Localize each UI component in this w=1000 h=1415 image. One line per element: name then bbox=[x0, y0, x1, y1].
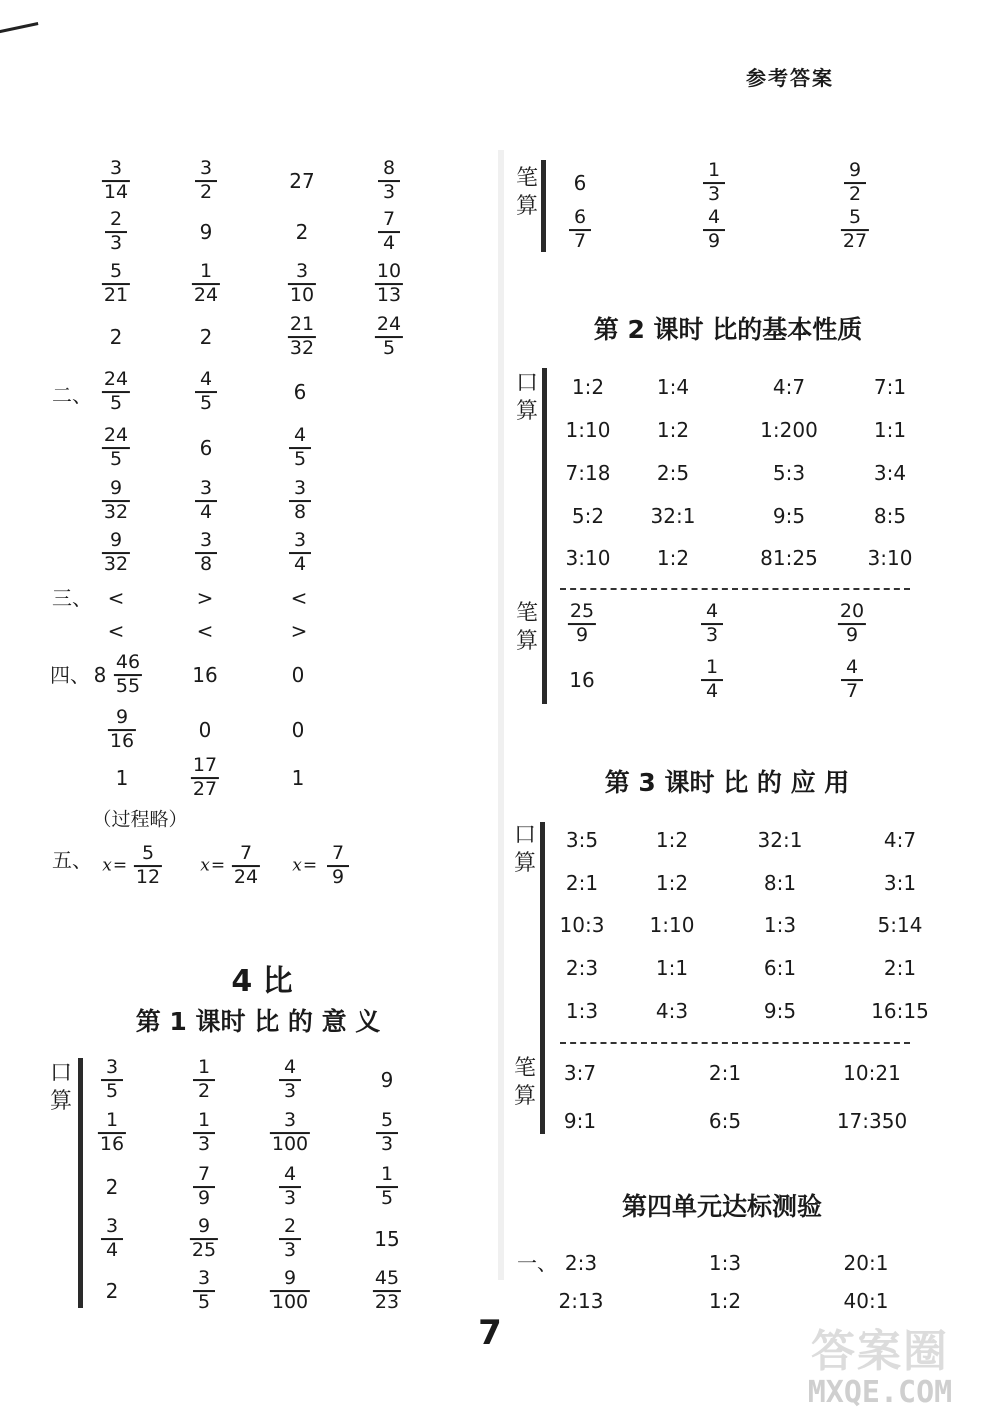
denominator: 5 bbox=[105, 1080, 119, 1102]
denominator: 2 bbox=[199, 181, 213, 203]
answer-value: 16 bbox=[192, 663, 218, 687]
fraction bbox=[270, 1269, 310, 1313]
section-4-label: 四、 bbox=[50, 663, 90, 687]
answer-value: 0 bbox=[198, 718, 212, 742]
answer-value: 2:5 bbox=[656, 461, 690, 485]
answer-value: 16:15 bbox=[871, 999, 929, 1023]
numerator: 5 bbox=[380, 1109, 394, 1132]
numerator: 24 bbox=[376, 313, 402, 336]
numerator: 7 bbox=[197, 1163, 211, 1186]
fraction bbox=[376, 1111, 398, 1155]
answer-value: 7:1 bbox=[873, 375, 907, 399]
numerator: 3 bbox=[199, 157, 213, 180]
fraction bbox=[378, 159, 400, 203]
denominator: 27 bbox=[192, 778, 218, 800]
unit-4-title: 4 比 bbox=[231, 964, 293, 999]
denominator: 9 bbox=[331, 866, 345, 888]
fraction bbox=[193, 1058, 215, 1102]
mixed-whole: 8 bbox=[93, 663, 107, 687]
numerator: 4 bbox=[845, 656, 859, 679]
variable-x: x bbox=[102, 855, 112, 876]
numerator: 9 bbox=[848, 159, 862, 182]
denominator: 24 bbox=[193, 284, 219, 306]
denominator: 3 bbox=[283, 1187, 297, 1209]
answer-value: 2:3 bbox=[565, 956, 599, 980]
fraction bbox=[195, 479, 217, 523]
fraction bbox=[288, 315, 316, 359]
answer-value: 3:4 bbox=[873, 461, 907, 485]
numerator: 9 bbox=[197, 1215, 211, 1238]
answer-value: 1:4 bbox=[656, 375, 690, 399]
answer-value: 81:25 bbox=[760, 546, 818, 570]
numerator: 6 bbox=[573, 206, 587, 229]
fraction bbox=[232, 844, 260, 888]
denominator: 10 bbox=[289, 284, 315, 306]
lesson-2-divider bbox=[560, 588, 910, 590]
fraction bbox=[191, 756, 219, 800]
numerator: 1 bbox=[380, 1163, 394, 1186]
numerator: 5 bbox=[848, 206, 862, 229]
answer-value: 15 bbox=[374, 1227, 400, 1251]
lesson-3-title: 第 3 课时 比 的 应 用 bbox=[604, 768, 850, 797]
lesson-3-written-label: 笔 算 bbox=[513, 1056, 536, 1109]
fraction bbox=[373, 1269, 401, 1313]
numerator: 3 bbox=[283, 1109, 297, 1132]
lesson-2-written-label: 笔 算 bbox=[515, 601, 538, 654]
denominator: 7 bbox=[845, 680, 859, 702]
equals-sign: = bbox=[112, 855, 128, 876]
denominator: 3 bbox=[109, 232, 123, 254]
answer-value: 2 bbox=[295, 220, 309, 244]
fraction bbox=[703, 161, 725, 205]
fraction bbox=[279, 1058, 301, 1102]
numerator: 1 bbox=[105, 1109, 119, 1132]
denominator: 3 bbox=[283, 1239, 297, 1261]
answer-value: 6 bbox=[293, 380, 307, 404]
fraction bbox=[102, 531, 130, 575]
answer-value: 1:3 bbox=[708, 1251, 742, 1275]
numerator: 1 bbox=[197, 1056, 211, 1079]
scan-streak bbox=[498, 150, 504, 1280]
denominator: 4 bbox=[199, 501, 213, 523]
denominator: 100 bbox=[271, 1291, 309, 1313]
numerator: 3 bbox=[295, 260, 309, 283]
top-written-label: 笔 算 bbox=[515, 166, 538, 219]
fraction bbox=[289, 479, 311, 523]
corner-mark bbox=[0, 22, 41, 47]
fraction bbox=[102, 370, 130, 414]
answer-value: 9 bbox=[380, 1068, 394, 1092]
answer-value: 5:2 bbox=[571, 504, 605, 528]
numerator: 20 bbox=[839, 600, 865, 623]
numerator: 3 bbox=[105, 1215, 119, 1238]
answer-value: 9:1 bbox=[563, 1109, 597, 1133]
fraction bbox=[193, 1111, 215, 1155]
denominator: 3 bbox=[382, 181, 396, 203]
answer-value: 1:3 bbox=[565, 999, 599, 1023]
fraction bbox=[102, 426, 130, 470]
numerator: 7 bbox=[331, 842, 345, 865]
answer-value: 2 bbox=[105, 1175, 119, 1199]
fraction bbox=[701, 658, 723, 702]
fraction bbox=[841, 208, 869, 252]
numerator: 4 bbox=[705, 600, 719, 623]
top-written-bar bbox=[541, 160, 546, 252]
denominator: 2 bbox=[197, 1080, 211, 1102]
numerator: 4 bbox=[283, 1163, 297, 1186]
denominator: 9 bbox=[575, 624, 589, 646]
answer-value: 1:10 bbox=[565, 418, 611, 442]
numerator: 9 bbox=[283, 1267, 297, 1290]
answer-value: 2 bbox=[199, 325, 213, 349]
answer-value: 1:2 bbox=[656, 546, 690, 570]
fraction bbox=[98, 1111, 126, 1155]
numerator: 1 bbox=[705, 656, 719, 679]
denominator: 16 bbox=[109, 730, 135, 752]
numerator: 21 bbox=[289, 313, 315, 336]
numerator: 8 bbox=[382, 157, 396, 180]
numerator: 7 bbox=[239, 842, 253, 865]
denominator: 32 bbox=[289, 337, 315, 359]
answer-value: 2 bbox=[109, 325, 123, 349]
answer-value: 1 bbox=[291, 766, 305, 790]
answer-value: 9:5 bbox=[772, 504, 806, 528]
answer-value: 1:2 bbox=[656, 418, 690, 442]
numerator: 9 bbox=[109, 529, 123, 552]
fraction bbox=[838, 602, 866, 646]
answer-value: 7:18 bbox=[565, 461, 611, 485]
fraction bbox=[288, 262, 316, 306]
fraction bbox=[701, 602, 723, 646]
answer-value: 1:10 bbox=[649, 913, 695, 937]
answer-value: 2:3 bbox=[564, 1251, 598, 1275]
answer-value: 5:3 bbox=[772, 461, 806, 485]
denominator: 5 bbox=[382, 337, 396, 359]
answer-value: < bbox=[196, 619, 214, 643]
answer-value: 17:350 bbox=[836, 1109, 908, 1133]
denominator: 12 bbox=[135, 866, 161, 888]
answer-value: 1:1 bbox=[655, 956, 689, 980]
fraction bbox=[105, 210, 127, 254]
answer-value: < bbox=[290, 586, 308, 610]
fraction bbox=[193, 1165, 215, 1209]
answer-value: 32:1 bbox=[757, 828, 803, 852]
fraction bbox=[375, 315, 403, 359]
answer-value: 3:1 bbox=[883, 871, 917, 895]
unit-test-label: 一、 bbox=[517, 1251, 557, 1275]
numerator: 9 bbox=[115, 706, 129, 729]
numerator: 5 bbox=[109, 260, 123, 283]
answer-value: 1 bbox=[115, 766, 129, 790]
denominator: 3 bbox=[705, 624, 719, 646]
numerator: 17 bbox=[192, 754, 218, 777]
denominator: 2 bbox=[848, 183, 862, 205]
numerator: 3 bbox=[293, 477, 307, 500]
fraction bbox=[192, 262, 220, 306]
lesson-3-bar bbox=[540, 822, 545, 1134]
denominator: 8 bbox=[199, 553, 213, 575]
fraction bbox=[101, 1058, 123, 1102]
numerator: 3 bbox=[199, 529, 213, 552]
answer-value: 2:1 bbox=[565, 871, 599, 895]
fraction bbox=[376, 1165, 398, 1209]
fraction bbox=[279, 1165, 301, 1209]
answer-value: 3:10 bbox=[565, 546, 611, 570]
mixed-fraction bbox=[114, 653, 142, 697]
lesson-1-oral-label: 口 算 bbox=[49, 1061, 72, 1114]
lesson-1-bar bbox=[78, 1058, 83, 1308]
fraction bbox=[270, 1111, 310, 1155]
numerator: 3 bbox=[105, 1056, 119, 1079]
fraction bbox=[568, 602, 596, 646]
answer-value: 6 bbox=[199, 436, 213, 460]
denominator: 5 bbox=[109, 448, 123, 470]
section-3-label: 三、 bbox=[52, 586, 92, 610]
fraction bbox=[841, 658, 863, 702]
denominator: 25 bbox=[191, 1239, 217, 1261]
denominator: 5 bbox=[199, 392, 213, 414]
process-note: （过程略） bbox=[92, 808, 188, 831]
answer-value: 1:2 bbox=[708, 1289, 742, 1313]
denominator: 8 bbox=[293, 501, 307, 523]
denominator: 9 bbox=[707, 230, 721, 252]
denominator: 5 bbox=[380, 1187, 394, 1209]
denominator: 32 bbox=[103, 553, 129, 575]
fraction bbox=[327, 844, 349, 888]
numerator: 4 bbox=[199, 368, 213, 391]
denominator: 5 bbox=[109, 392, 123, 414]
lesson-3-divider bbox=[560, 1042, 910, 1044]
answer-value: 20:1 bbox=[843, 1251, 889, 1275]
fraction bbox=[195, 370, 217, 414]
watermark-url: MXQE.COM bbox=[807, 1375, 953, 1410]
answer-value: 16 bbox=[569, 668, 595, 692]
fraction bbox=[289, 531, 311, 575]
answer-value: < bbox=[107, 586, 125, 610]
fraction bbox=[108, 708, 136, 752]
answer-value: 40:1 bbox=[843, 1289, 889, 1313]
denominator: 23 bbox=[374, 1291, 400, 1313]
equals-sign: = bbox=[210, 855, 226, 876]
fraction bbox=[375, 262, 403, 306]
answer-value: 0 bbox=[291, 718, 305, 742]
denominator: 32 bbox=[103, 501, 129, 523]
variable-x: x bbox=[200, 855, 210, 876]
answer-value: 4:7 bbox=[883, 828, 917, 852]
numerator: 1 bbox=[707, 159, 721, 182]
page-number: 7 bbox=[478, 1313, 502, 1353]
lesson-1-title: 第 1 课时 比 的 意 义 bbox=[135, 1007, 381, 1036]
answer-value: 10:3 bbox=[559, 913, 605, 937]
fraction bbox=[195, 159, 217, 203]
fraction bbox=[279, 1217, 301, 1261]
denominator: 4 bbox=[705, 680, 719, 702]
answer-value: 3:10 bbox=[867, 546, 913, 570]
numerator: 24 bbox=[103, 424, 129, 447]
answer-value: 32:1 bbox=[650, 504, 696, 528]
numerator: 7 bbox=[382, 208, 396, 231]
numerator: 1 bbox=[197, 1109, 211, 1132]
numerator: 2 bbox=[283, 1215, 297, 1238]
answer-value: 0 bbox=[291, 663, 305, 687]
fraction bbox=[703, 208, 725, 252]
answer-value: 2:1 bbox=[708, 1061, 742, 1085]
answer-value: 1:2 bbox=[655, 871, 689, 895]
answer-value: 1:2 bbox=[571, 375, 605, 399]
numerator: 5 bbox=[141, 842, 155, 865]
answer-value: 6:5 bbox=[708, 1109, 742, 1133]
denominator: 7 bbox=[573, 230, 587, 252]
section-5-label: 五、 bbox=[52, 848, 92, 872]
denominator: 9 bbox=[197, 1187, 211, 1209]
answer-value: 9 bbox=[199, 220, 213, 244]
header-title: 参考答案 bbox=[746, 66, 834, 90]
denominator: 9 bbox=[845, 624, 859, 646]
answer-value: 2:1 bbox=[883, 956, 917, 980]
denominator: 4 bbox=[105, 1239, 119, 1261]
answer-value: 6 bbox=[573, 171, 587, 195]
answer-value: 1:3 bbox=[763, 913, 797, 937]
fraction bbox=[102, 479, 130, 523]
numerator: 46 bbox=[115, 651, 141, 674]
lesson-2-oral-label: 口 算 bbox=[515, 371, 538, 424]
answer-value: 1:2 bbox=[655, 828, 689, 852]
numerator: 4 bbox=[283, 1056, 297, 1079]
fraction bbox=[101, 1217, 123, 1261]
lesson-2-title: 第 2 课时 比的基本性质 bbox=[593, 315, 863, 344]
numerator: 3 bbox=[197, 1267, 211, 1290]
numerator: 3 bbox=[199, 477, 213, 500]
numerator: 45 bbox=[374, 1267, 400, 1290]
answer-value: 4:7 bbox=[772, 375, 806, 399]
fraction bbox=[289, 426, 311, 470]
equals-sign: = bbox=[302, 855, 318, 876]
numerator: 3 bbox=[109, 157, 123, 180]
denominator: 55 bbox=[115, 675, 141, 697]
numerator: 2 bbox=[109, 208, 123, 231]
answer-value: 10:21 bbox=[843, 1061, 901, 1085]
numerator: 9 bbox=[109, 477, 123, 500]
fraction bbox=[193, 1269, 215, 1313]
answer-value: 3:7 bbox=[563, 1061, 597, 1085]
numerator: 25 bbox=[569, 600, 595, 623]
fraction bbox=[195, 531, 217, 575]
fraction bbox=[102, 262, 130, 306]
answer-value: 8:5 bbox=[873, 504, 907, 528]
fraction bbox=[102, 159, 130, 203]
denominator: 16 bbox=[99, 1133, 125, 1155]
denominator: 24 bbox=[233, 866, 259, 888]
denominator: 5 bbox=[197, 1291, 211, 1313]
answer-value: 27 bbox=[289, 169, 315, 193]
answer-value: 3:5 bbox=[565, 828, 599, 852]
lesson-2-bar bbox=[542, 368, 547, 704]
fraction bbox=[134, 844, 162, 888]
denominator: 5 bbox=[293, 448, 307, 470]
variable-x: x bbox=[292, 855, 302, 876]
fraction bbox=[569, 208, 591, 252]
denominator: 21 bbox=[103, 284, 129, 306]
answer-value: 2:13 bbox=[558, 1289, 604, 1313]
numerator: 24 bbox=[103, 368, 129, 391]
denominator: 3 bbox=[283, 1080, 297, 1102]
lesson-3-oral-label: 口 算 bbox=[513, 823, 536, 876]
fraction bbox=[844, 161, 866, 205]
denominator: 27 bbox=[842, 230, 868, 252]
answer-value: 4:3 bbox=[655, 999, 689, 1023]
answer-value: 1:1 bbox=[873, 418, 907, 442]
answer-value: < bbox=[107, 619, 125, 643]
answer-value: 2 bbox=[105, 1279, 119, 1303]
denominator: 13 bbox=[376, 284, 402, 306]
fraction bbox=[190, 1217, 218, 1261]
answer-value: 1:200 bbox=[760, 418, 818, 442]
numerator: 4 bbox=[707, 206, 721, 229]
denominator: 3 bbox=[197, 1133, 211, 1155]
answer-value: > bbox=[290, 619, 308, 643]
section-2-label: 二、 bbox=[52, 383, 92, 407]
watermark-brand: 答案圈 bbox=[811, 1326, 949, 1377]
answer-value: > bbox=[196, 586, 214, 610]
denominator: 3 bbox=[380, 1133, 394, 1155]
answer-value: 8:1 bbox=[763, 871, 797, 895]
denominator: 14 bbox=[103, 181, 129, 203]
denominator: 3 bbox=[707, 183, 721, 205]
denominator: 100 bbox=[271, 1133, 309, 1155]
denominator: 4 bbox=[382, 232, 396, 254]
fraction bbox=[378, 210, 400, 254]
numerator: 4 bbox=[293, 424, 307, 447]
answer-value: 9:5 bbox=[763, 999, 797, 1023]
numerator: 1 bbox=[199, 260, 213, 283]
numerator: 10 bbox=[376, 260, 402, 283]
answer-value: 6:1 bbox=[763, 956, 797, 980]
denominator: 4 bbox=[293, 553, 307, 575]
unit-test-title: 第四单元达标测验 bbox=[621, 1192, 823, 1221]
answer-value: 5:14 bbox=[877, 913, 923, 937]
numerator: 3 bbox=[293, 529, 307, 552]
